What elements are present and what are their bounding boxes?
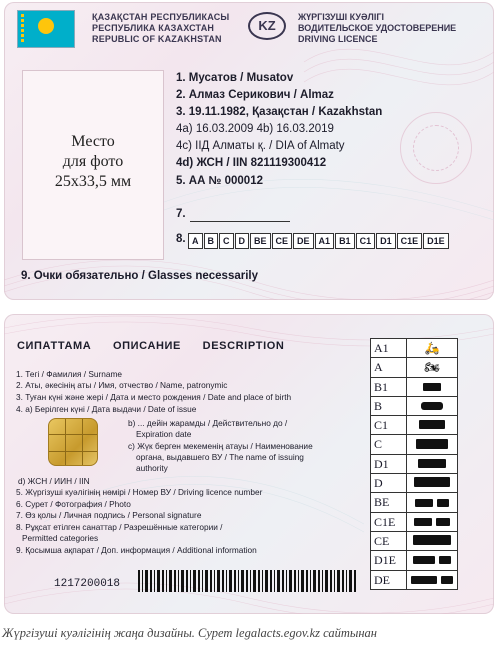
desc-line: 3. Туған күні және жері / Дата и место рождения / Date and place of birth	[16, 392, 292, 402]
quad-icon	[407, 380, 457, 394]
category-label: BE	[371, 493, 407, 511]
category-box: DE	[293, 233, 314, 249]
minibus-icon	[407, 457, 457, 471]
desc-line: 4. а) Берілген күні / Дата выдачи / Date of issue	[16, 404, 197, 414]
category-label: B1	[371, 378, 407, 396]
desc-line: 6. Сурет / Фотография / Photo	[16, 499, 131, 509]
desc-line: 9. Қосымша ақпарат / Доп. информация / Additional information	[16, 545, 257, 555]
category-row	[371, 474, 457, 493]
licence-title-kz: ЖҮРГІЗУШІ КУӘЛІГІ	[298, 12, 384, 22]
kazakhstan-flag	[17, 10, 75, 48]
country-line-en: REPUBLIC OF KAZAKHSTAN	[92, 34, 222, 44]
desc-line: d) ЖСН / ИИН / IIN	[18, 476, 90, 486]
desc-line: Expiration date	[136, 429, 192, 439]
image-caption: Жүргізуші куәлігінің жаңа дизайны. Сурет legalacts.egov.kz сайтынан	[2, 626, 378, 640]
desc-line: 5. Жүргізуші куәлігінің нөмірі / Номер ВУ / Driving licence number	[16, 487, 263, 497]
category-box: A1	[315, 233, 335, 249]
title-en: DESCRIPTION	[202, 340, 285, 352]
licence-title-en: DRIVING LICENCE	[298, 34, 378, 44]
bus-icon	[407, 476, 457, 490]
licence-title-ru: ВОДИТЕЛЬСКОЕ УДОСТОВЕРЕНИЕ	[298, 23, 457, 33]
chip-contact	[49, 434, 97, 452]
truck-trailer-icon	[407, 534, 457, 548]
category-box: B	[204, 233, 219, 249]
category-row	[371, 493, 457, 512]
title-ru: ОПИСАНИЕ	[113, 340, 181, 352]
category-row	[371, 358, 457, 377]
field-given-name: 2. Алмаз Серикович / Almaz	[176, 89, 334, 101]
category-row	[371, 378, 457, 397]
category-row	[371, 532, 457, 551]
bus-trailer-icon	[407, 573, 457, 587]
minibus-trailer-icon	[407, 553, 457, 567]
country-line-ru: РЕСПУБЛИКА КАЗАХСТАН	[92, 23, 215, 33]
category-box: BE	[250, 233, 271, 249]
category-box: B1	[335, 233, 355, 249]
photo-text-2: для фото	[62, 153, 124, 170]
flag-sun-icon	[38, 18, 54, 34]
motorcycle-icon: 🏍	[424, 360, 440, 375]
field-surname: 1. Мусатов / Musatov	[176, 72, 294, 84]
small-truck-icon	[407, 418, 457, 432]
category-box: A	[188, 233, 203, 249]
category-label: DE	[371, 571, 407, 589]
field-licence-number: 5. АА № 000012	[176, 175, 263, 187]
car-trailer-icon	[407, 496, 457, 510]
category-row	[371, 435, 457, 454]
flag-ornament	[21, 14, 24, 44]
photo-text-1: Место	[71, 133, 115, 150]
signature-line	[190, 221, 290, 222]
field-restrictions: 9. Очки обязательно / Glasses necessarily	[21, 270, 259, 282]
field-authority: 4c) ІІД Алматы қ. / DIA of Almaty	[176, 140, 345, 152]
category-label: D1E	[371, 551, 407, 569]
security-emblem	[400, 112, 472, 184]
licence-title	[298, 12, 456, 45]
field-categories-label: 8.	[176, 233, 186, 245]
category-box: D1	[376, 233, 396, 249]
category-boxes	[188, 233, 450, 249]
category-row	[371, 339, 457, 358]
truck-icon	[407, 438, 457, 452]
serial-number: 1217200018	[54, 578, 121, 590]
photo-placeholder	[22, 70, 164, 260]
small-truck-trailer-icon	[407, 515, 457, 529]
category-box: C	[219, 233, 234, 249]
desc-line: c) Жүк берген мекеменің атауы / Наименование	[128, 441, 313, 451]
desc-line: 8. Рұқсат етілген санаттар / Разрешённые категории /	[16, 522, 223, 532]
desc-line: 2. Аты, әкесінің аты / Имя, отчество / Name, patronymic	[16, 380, 228, 390]
category-row	[371, 571, 457, 589]
category-box: D	[235, 233, 250, 249]
moped-icon: 🛵	[424, 341, 440, 356]
category-box: C1	[356, 233, 376, 249]
category-label: D	[371, 474, 407, 492]
desc-line: b) ... дейін жарамды / Действительно до /	[128, 418, 288, 428]
car-icon	[407, 399, 457, 413]
category-label: A1	[371, 339, 407, 357]
field-signature-label: 7.	[176, 208, 186, 220]
category-box: CE	[272, 233, 293, 249]
chip-icon	[48, 418, 98, 466]
category-row	[371, 455, 457, 474]
category-label: C1E	[371, 513, 407, 531]
description-title	[17, 340, 302, 352]
country-name	[92, 12, 229, 45]
country-code-badge: KZ	[248, 12, 286, 40]
category-row	[371, 397, 457, 416]
category-box: C1E	[397, 233, 423, 249]
category-table	[370, 338, 458, 590]
category-label: C	[371, 435, 407, 453]
field-birth: 3. 19.11.1982, Қазақстан / Kazakhstan	[176, 106, 383, 118]
category-label: B	[371, 397, 407, 415]
category-label: D1	[371, 455, 407, 473]
field-iin: 4d) ЖСН / IIN 821119300412	[176, 157, 327, 169]
category-box: D1E	[423, 233, 449, 249]
category-label: CE	[371, 532, 407, 550]
desc-line: 1. Тегі / Фамилия / Surname	[16, 369, 123, 379]
category-row	[371, 551, 457, 570]
licence-front	[4, 2, 494, 300]
field-issue-expiry: 4a) 16.03.2009 4b) 16.03.2019	[176, 123, 334, 135]
desc-line: органа, выдавшего ВУ / The name of issuing	[136, 452, 304, 462]
category-label: C1	[371, 416, 407, 434]
desc-line: 7. Өз қолы / Личная подпись / Personal signature	[16, 510, 202, 520]
category-row	[371, 513, 457, 532]
desc-line: Permitted categories	[22, 533, 99, 543]
category-label: A	[371, 358, 407, 376]
desc-line: authority	[136, 463, 168, 473]
category-row	[371, 416, 457, 435]
title-kz: СИПАТТАМА	[17, 340, 92, 352]
licence-back	[4, 314, 494, 614]
photo-text-3: 25x33,5 мм	[54, 173, 132, 190]
country-line-kz: ҚАЗАҚСТАН РЕСПУБЛИКАСЫ	[92, 12, 230, 22]
barcode	[138, 570, 356, 592]
